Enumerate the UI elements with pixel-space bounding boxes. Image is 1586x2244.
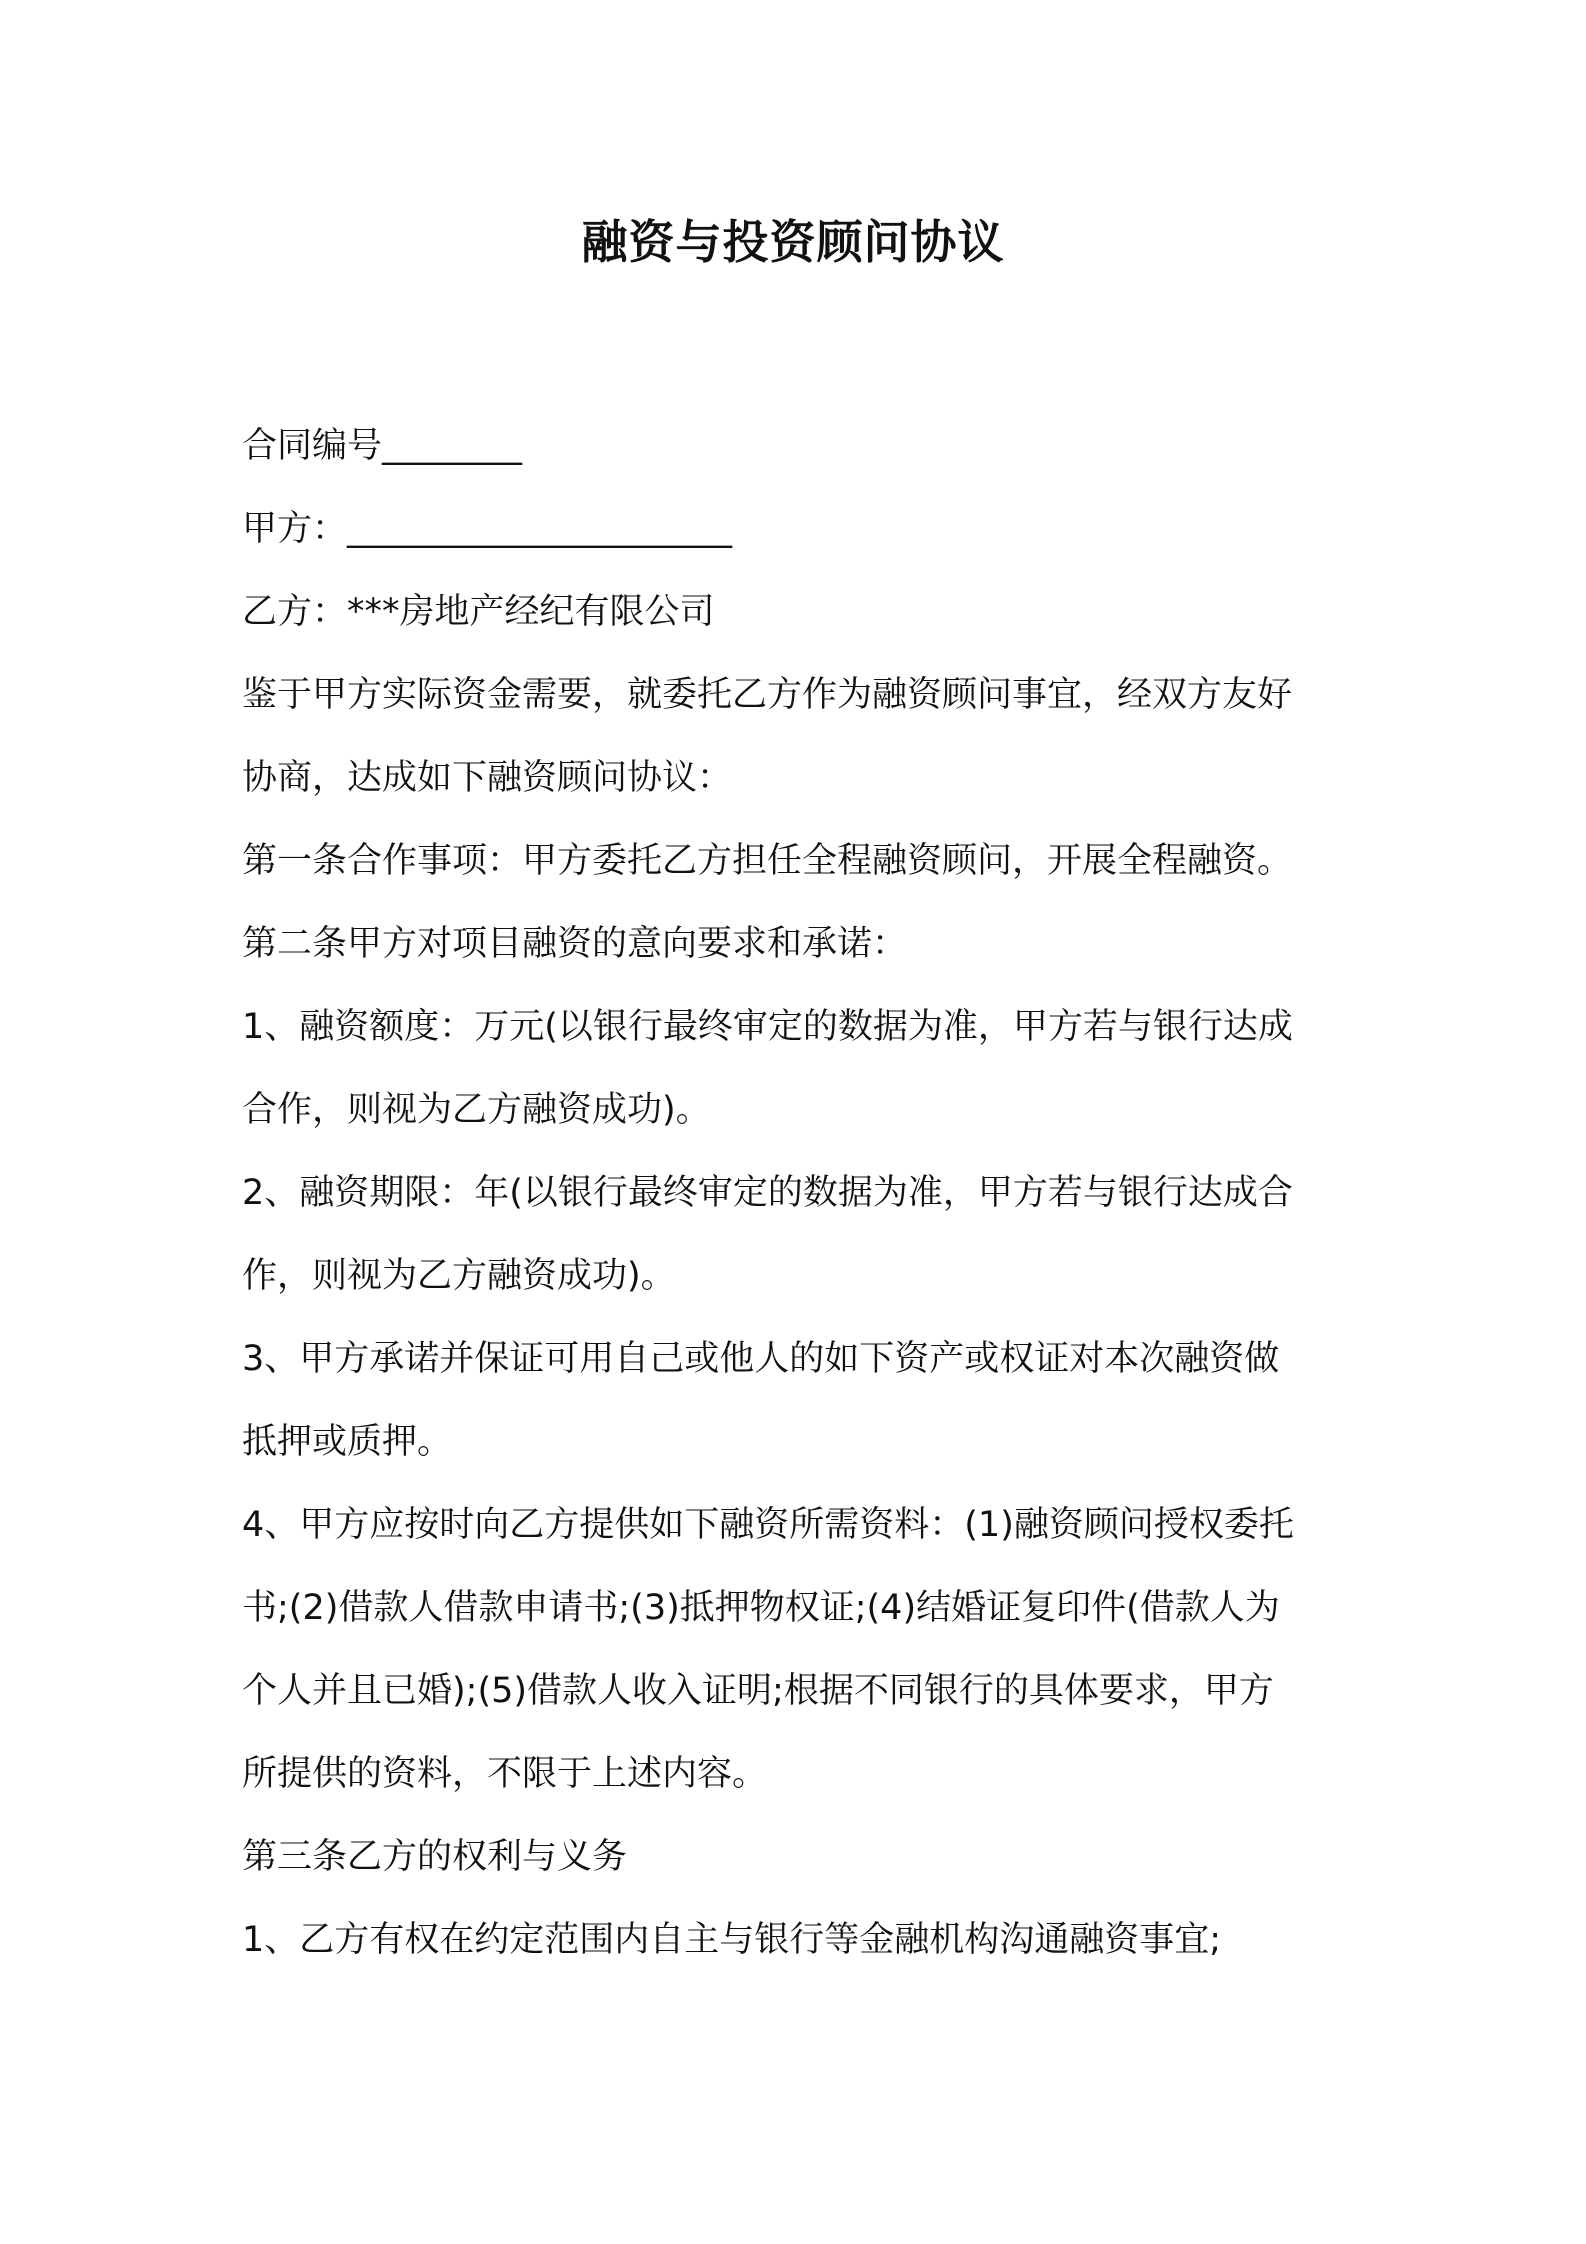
clause-line: 合作，则视为乙方融资成功)。: [242, 1090, 711, 1130]
party-b-line: 乙方：***房地产经纪有限公司: [242, 592, 715, 632]
article-one-line: 第一条合作事项：甲方委托乙方担任全程融资顾问，开展全程融资。: [242, 841, 1293, 881]
article-two-heading: 第二条甲方对项目融资的意向要求和承诺：: [242, 924, 908, 964]
clause-line: 2、融资期限：年(以银行最终审定的数据为准，甲方若与银行达成合: [242, 1173, 1293, 1213]
clause-line: 抵押或质押。: [242, 1422, 453, 1462]
clause-line: 个人并且已婚);(5)借款人收入证明;根据不同银行的具体要求，甲方: [242, 1671, 1274, 1711]
clause-line: 所提供的资料，不限于上述内容。: [242, 1754, 768, 1794]
clause-line: 书;(2)借款人借款申请书;(3)抵押物权证;(4)结婚证复印件(借款人为: [242, 1588, 1280, 1628]
clause-line: 3、甲方承诺并保证可用自己或他人的如下资产或权证对本次融资做: [242, 1339, 1280, 1379]
article-three-heading: 第三条乙方的权利与义务: [242, 1837, 628, 1877]
document-body: [242, 405, 1367, 1982]
preamble-line: 鉴于甲方实际资金需要，就委托乙方作为融资顾问事宜，经双方友好: [242, 675, 1293, 715]
clause-line: 1、乙方有权在约定范围内自主与银行等金融机构沟通融资事宜;: [242, 1920, 1222, 1960]
party-a-line: 甲方：______________________: [242, 509, 733, 549]
clause-line: 4、甲方应按时向乙方提供如下融资所需资料：(1)融资顾问授权委托: [242, 1505, 1294, 1545]
clause-line: 作，则视为乙方融资成功)。: [242, 1256, 676, 1296]
contract-number-line: 合同编号________: [242, 426, 523, 466]
document-title: 融资与投资顾问协议: [581, 215, 1005, 269]
clause-line: 1、融资额度：万元(以银行最终审定的数据为准，甲方若与银行达成: [242, 1007, 1293, 1047]
preamble-line: 协商，达成如下融资顾问协议：: [242, 758, 733, 798]
